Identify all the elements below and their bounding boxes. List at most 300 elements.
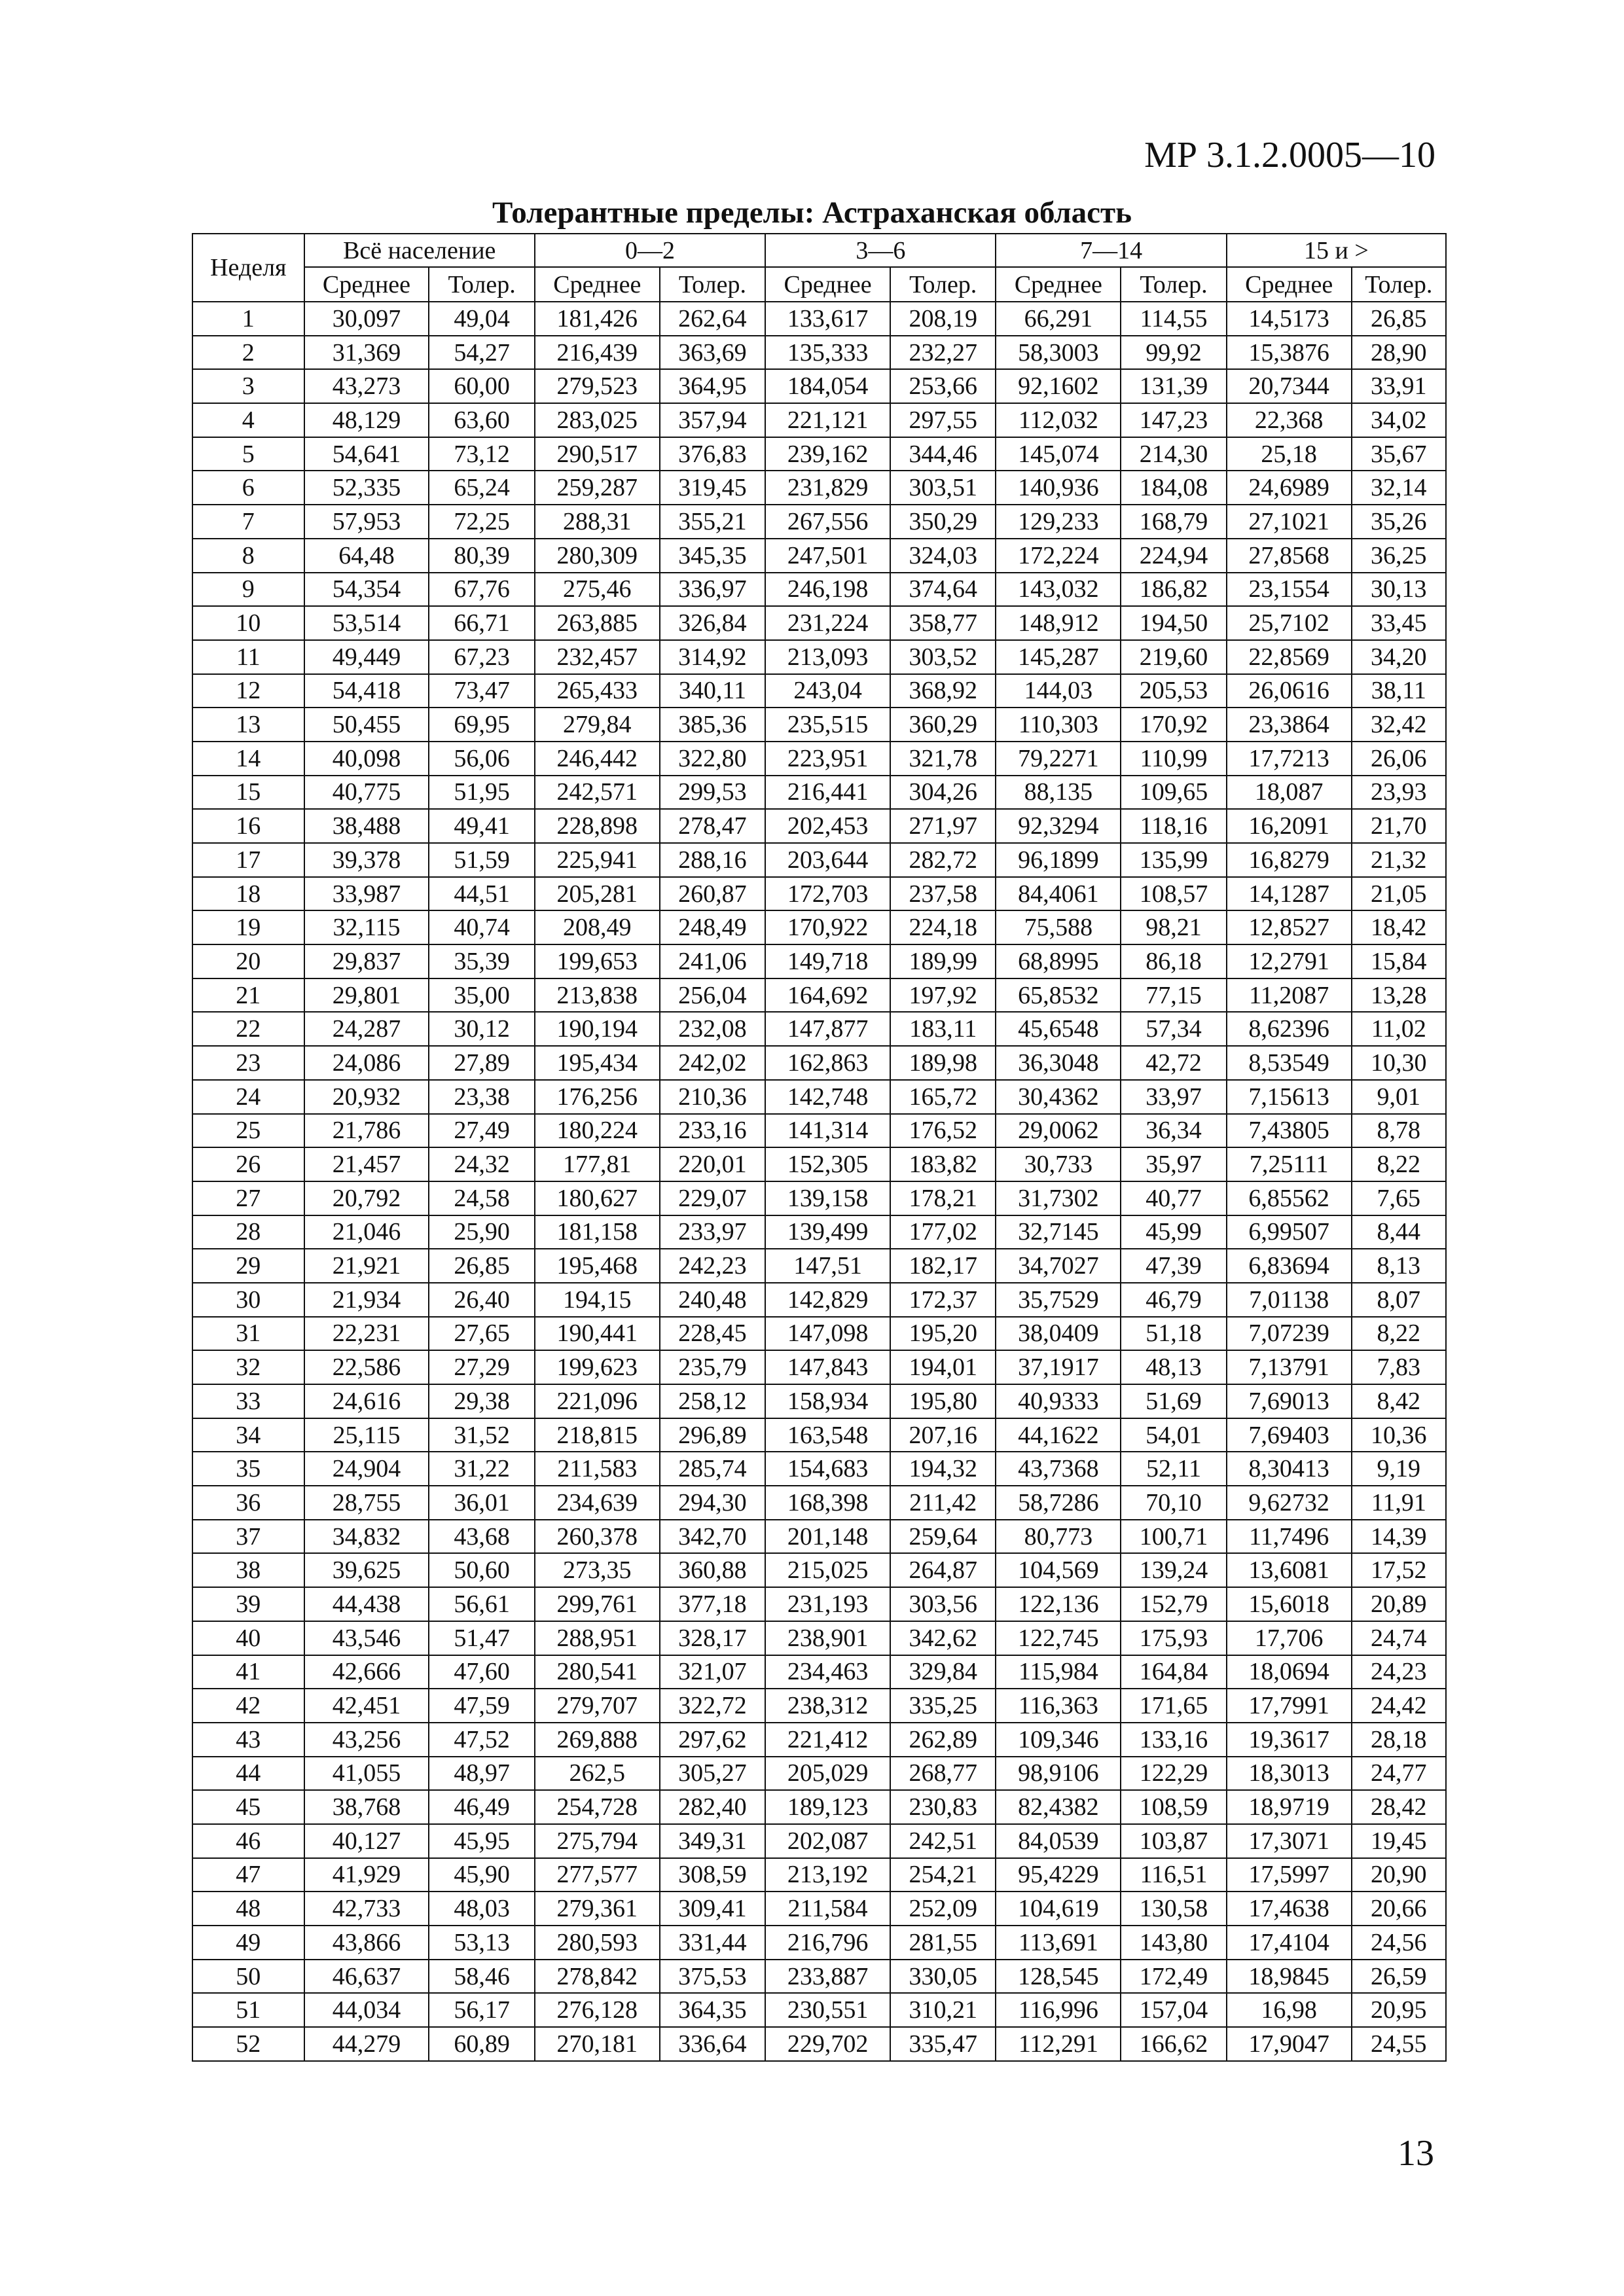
value-cell: 329,84 xyxy=(890,1655,996,1689)
value-cell: 22,231 xyxy=(304,1317,429,1351)
value-cell: 239,162 xyxy=(765,437,890,471)
value-cell: 130,58 xyxy=(1121,1892,1227,1926)
value-cell: 213,192 xyxy=(765,1858,890,1892)
value-cell: 194,01 xyxy=(890,1350,996,1384)
week-cell: 23 xyxy=(192,1046,304,1080)
value-cell: 195,20 xyxy=(890,1317,996,1351)
value-cell: 201,148 xyxy=(765,1520,890,1554)
value-cell: 25,7102 xyxy=(1227,606,1352,640)
value-cell: 17,9047 xyxy=(1227,2027,1352,2061)
table-row xyxy=(192,1960,1446,1994)
value-cell: 368,92 xyxy=(890,674,996,708)
value-cell: 324,03 xyxy=(890,539,996,573)
value-cell: 294,30 xyxy=(660,1486,766,1520)
value-cell: 281,55 xyxy=(890,1926,996,1960)
value-cell: 104,619 xyxy=(996,1892,1121,1926)
value-cell: 147,098 xyxy=(765,1317,890,1351)
week-cell: 19 xyxy=(192,910,304,944)
value-cell: 234,639 xyxy=(535,1486,660,1520)
table-row xyxy=(192,1080,1446,1114)
value-cell: 216,441 xyxy=(765,776,890,810)
value-cell: 260,378 xyxy=(535,1520,660,1554)
value-cell: 345,35 xyxy=(660,539,766,573)
value-cell: 7,01138 xyxy=(1227,1283,1352,1317)
value-cell: 113,691 xyxy=(996,1926,1121,1960)
value-cell: 95,4229 xyxy=(996,1858,1121,1892)
value-cell: 64,48 xyxy=(304,539,429,573)
value-cell: 342,62 xyxy=(890,1621,996,1655)
value-cell: 385,36 xyxy=(660,708,766,742)
value-cell: 7,69403 xyxy=(1227,1418,1352,1452)
table-row xyxy=(192,573,1446,607)
subheader-row xyxy=(192,267,1446,302)
value-cell: 58,46 xyxy=(429,1960,535,1994)
week-cell: 42 xyxy=(192,1689,304,1723)
value-cell: 57,953 xyxy=(304,505,429,539)
value-cell: 282,40 xyxy=(660,1790,766,1824)
value-cell: 7,43805 xyxy=(1227,1114,1352,1148)
value-cell: 42,72 xyxy=(1121,1046,1227,1080)
table-row xyxy=(192,1757,1446,1791)
week-cell: 36 xyxy=(192,1486,304,1520)
value-cell: 26,85 xyxy=(429,1249,535,1283)
week-cell: 52 xyxy=(192,2027,304,2061)
value-cell: 43,7368 xyxy=(996,1452,1121,1486)
value-cell: 157,04 xyxy=(1121,1993,1227,2027)
value-cell: 267,556 xyxy=(765,505,890,539)
table-row xyxy=(192,944,1446,978)
value-cell: 237,58 xyxy=(890,877,996,911)
value-cell: 163,548 xyxy=(765,1418,890,1452)
value-cell: 17,706 xyxy=(1227,1621,1352,1655)
value-cell: 30,733 xyxy=(996,1147,1121,1181)
week-cell: 12 xyxy=(192,674,304,708)
week-cell: 10 xyxy=(192,606,304,640)
value-cell: 35,97 xyxy=(1121,1147,1227,1181)
value-cell: 256,04 xyxy=(660,978,766,1013)
value-cell: 32,115 xyxy=(304,910,429,944)
value-cell: 53,13 xyxy=(429,1926,535,1960)
value-cell: 263,885 xyxy=(535,606,660,640)
value-cell: 69,95 xyxy=(429,708,535,742)
value-cell: 45,99 xyxy=(1121,1215,1227,1249)
value-cell: 205,029 xyxy=(765,1757,890,1791)
value-cell: 24,58 xyxy=(429,1181,535,1215)
value-cell: 172,49 xyxy=(1121,1960,1227,1994)
value-cell: 207,16 xyxy=(890,1418,996,1452)
value-cell: 290,517 xyxy=(535,437,660,471)
value-cell: 234,463 xyxy=(765,1655,890,1689)
value-cell: 19,3617 xyxy=(1227,1723,1352,1757)
subheader: Толер. xyxy=(429,267,535,302)
value-cell: 122,29 xyxy=(1121,1757,1227,1791)
value-cell: 143,80 xyxy=(1121,1926,1227,1960)
value-cell: 235,79 xyxy=(660,1350,766,1384)
value-cell: 27,8568 xyxy=(1227,539,1352,573)
week-cell: 38 xyxy=(192,1553,304,1587)
group-header: 15 и > xyxy=(1227,234,1446,267)
table-row xyxy=(192,1553,1446,1587)
value-cell: 108,59 xyxy=(1121,1790,1227,1824)
value-cell: 65,24 xyxy=(429,471,535,505)
value-cell: 258,12 xyxy=(660,1384,766,1418)
value-cell: 116,996 xyxy=(996,1993,1121,2027)
value-cell: 142,829 xyxy=(765,1283,890,1317)
week-cell: 51 xyxy=(192,1993,304,2027)
value-cell: 180,627 xyxy=(535,1181,660,1215)
group-header: 7—14 xyxy=(996,234,1226,267)
value-cell: 133,617 xyxy=(765,302,890,336)
value-cell: 168,79 xyxy=(1121,505,1227,539)
value-cell: 211,583 xyxy=(535,1452,660,1486)
value-cell: 43,273 xyxy=(304,369,429,403)
value-cell: 43,866 xyxy=(304,1926,429,1960)
value-cell: 47,52 xyxy=(429,1723,535,1757)
value-cell: 360,29 xyxy=(890,708,996,742)
value-cell: 37,1917 xyxy=(996,1350,1121,1384)
value-cell: 199,653 xyxy=(535,944,660,978)
value-cell: 77,15 xyxy=(1121,978,1227,1013)
week-cell: 35 xyxy=(192,1452,304,1486)
table-row xyxy=(192,776,1446,810)
value-cell: 170,922 xyxy=(765,910,890,944)
value-cell: 43,256 xyxy=(304,1723,429,1757)
value-cell: 16,8279 xyxy=(1227,843,1352,877)
value-cell: 33,45 xyxy=(1352,606,1446,640)
value-cell: 53,514 xyxy=(304,606,429,640)
value-cell: 195,434 xyxy=(535,1046,660,1080)
table-row xyxy=(192,1824,1446,1858)
value-cell: 27,1021 xyxy=(1227,505,1352,539)
value-cell: 148,912 xyxy=(996,606,1121,640)
table-row xyxy=(192,877,1446,911)
week-cell: 32 xyxy=(192,1350,304,1384)
value-cell: 40,775 xyxy=(304,776,429,810)
value-cell: 12,2791 xyxy=(1227,944,1352,978)
table-row xyxy=(192,606,1446,640)
subheader: Среднее xyxy=(304,267,429,302)
value-cell: 27,49 xyxy=(429,1114,535,1148)
value-cell: 30,4362 xyxy=(996,1080,1121,1114)
value-cell: 279,361 xyxy=(535,1892,660,1926)
value-cell: 303,56 xyxy=(890,1587,996,1621)
value-cell: 40,77 xyxy=(1121,1181,1227,1215)
value-cell: 376,83 xyxy=(660,437,766,471)
value-cell: 60,89 xyxy=(429,2027,535,2061)
week-cell: 21 xyxy=(192,978,304,1013)
week-cell: 14 xyxy=(192,742,304,776)
week-cell: 4 xyxy=(192,403,304,437)
value-cell: 190,194 xyxy=(535,1012,660,1046)
value-cell: 84,4061 xyxy=(996,877,1121,911)
value-cell: 46,79 xyxy=(1121,1283,1227,1317)
value-cell: 115,984 xyxy=(996,1655,1121,1689)
value-cell: 184,054 xyxy=(765,369,890,403)
value-cell: 14,1287 xyxy=(1227,877,1352,911)
value-cell: 109,65 xyxy=(1121,776,1227,810)
value-cell: 278,47 xyxy=(660,809,766,843)
value-cell: 175,93 xyxy=(1121,1621,1227,1655)
week-cell: 30 xyxy=(192,1283,304,1317)
value-cell: 44,279 xyxy=(304,2027,429,2061)
value-cell: 41,055 xyxy=(304,1757,429,1791)
week-cell: 22 xyxy=(192,1012,304,1046)
table-row xyxy=(192,1350,1446,1384)
value-cell: 275,46 xyxy=(535,573,660,607)
week-cell: 1 xyxy=(192,302,304,336)
value-cell: 38,11 xyxy=(1352,674,1446,708)
value-cell: 303,52 xyxy=(890,640,996,674)
value-cell: 26,0616 xyxy=(1227,674,1352,708)
value-cell: 54,641 xyxy=(304,437,429,471)
value-cell: 21,70 xyxy=(1352,809,1446,843)
value-cell: 183,11 xyxy=(890,1012,996,1046)
table-row xyxy=(192,1587,1446,1621)
value-cell: 184,08 xyxy=(1121,471,1227,505)
value-cell: 279,523 xyxy=(535,369,660,403)
value-cell: 49,449 xyxy=(304,640,429,674)
value-cell: 214,30 xyxy=(1121,437,1227,471)
value-cell: 48,03 xyxy=(429,1892,535,1926)
value-cell: 355,21 xyxy=(660,505,766,539)
value-cell: 143,032 xyxy=(996,573,1121,607)
table-row xyxy=(192,403,1446,437)
table-row xyxy=(192,978,1446,1013)
value-cell: 7,07239 xyxy=(1227,1317,1352,1351)
table-row xyxy=(192,809,1446,843)
value-cell: 280,593 xyxy=(535,1926,660,1960)
value-cell: 231,193 xyxy=(765,1587,890,1621)
value-cell: 23,3864 xyxy=(1227,708,1352,742)
value-cell: 36,01 xyxy=(429,1486,535,1520)
value-cell: 42,733 xyxy=(304,1892,429,1926)
value-cell: 24,616 xyxy=(304,1384,429,1418)
table-row xyxy=(192,708,1446,742)
value-cell: 80,773 xyxy=(996,1520,1121,1554)
value-cell: 40,098 xyxy=(304,742,429,776)
value-cell: 48,13 xyxy=(1121,1350,1227,1384)
value-cell: 139,499 xyxy=(765,1215,890,1249)
value-cell: 56,61 xyxy=(429,1587,535,1621)
value-cell: 35,67 xyxy=(1352,437,1446,471)
value-cell: 228,45 xyxy=(660,1317,766,1351)
value-cell: 110,303 xyxy=(996,708,1121,742)
table-row xyxy=(192,1249,1446,1283)
week-cell: 39 xyxy=(192,1587,304,1621)
value-cell: 221,096 xyxy=(535,1384,660,1418)
value-cell: 110,99 xyxy=(1121,742,1227,776)
subheader: Толер. xyxy=(890,267,996,302)
value-cell: 40,74 xyxy=(429,910,535,944)
value-cell: 118,16 xyxy=(1121,809,1227,843)
value-cell: 288,31 xyxy=(535,505,660,539)
value-cell: 104,569 xyxy=(996,1553,1121,1587)
value-cell: 66,291 xyxy=(996,302,1121,336)
value-cell: 20,95 xyxy=(1352,1993,1446,2027)
value-cell: 170,92 xyxy=(1121,708,1227,742)
value-cell: 135,99 xyxy=(1121,843,1227,877)
table-row xyxy=(192,302,1446,336)
week-cell: 33 xyxy=(192,1384,304,1418)
value-cell: 18,087 xyxy=(1227,776,1352,810)
value-cell: 21,32 xyxy=(1352,843,1446,877)
value-cell: 321,07 xyxy=(660,1655,766,1689)
value-cell: 335,47 xyxy=(890,2027,996,2061)
table-row xyxy=(192,1486,1446,1520)
value-cell: 56,17 xyxy=(429,1993,535,2027)
value-cell: 183,82 xyxy=(890,1147,996,1181)
table-row xyxy=(192,1621,1446,1655)
value-cell: 322,80 xyxy=(660,742,766,776)
value-cell: 177,02 xyxy=(890,1215,996,1249)
table-row xyxy=(192,674,1446,708)
value-cell: 27,29 xyxy=(429,1350,535,1384)
value-cell: 131,39 xyxy=(1121,369,1227,403)
value-cell: 142,748 xyxy=(765,1080,890,1114)
group-header: Всё население xyxy=(304,234,535,267)
week-cell: 16 xyxy=(192,809,304,843)
value-cell: 7,65 xyxy=(1352,1181,1446,1215)
value-cell: 43,546 xyxy=(304,1621,429,1655)
value-cell: 330,05 xyxy=(890,1960,996,1994)
value-cell: 273,35 xyxy=(535,1553,660,1587)
value-cell: 52,11 xyxy=(1121,1452,1227,1486)
value-cell: 147,877 xyxy=(765,1012,890,1046)
value-cell: 328,17 xyxy=(660,1621,766,1655)
value-cell: 358,77 xyxy=(890,606,996,640)
value-cell: 29,38 xyxy=(429,1384,535,1418)
value-cell: 14,39 xyxy=(1352,1520,1446,1554)
value-cell: 108,57 xyxy=(1121,877,1227,911)
value-cell: 50,455 xyxy=(304,708,429,742)
value-cell: 34,832 xyxy=(304,1520,429,1554)
value-cell: 374,64 xyxy=(890,573,996,607)
value-cell: 9,62732 xyxy=(1227,1486,1352,1520)
value-cell: 216,439 xyxy=(535,336,660,370)
value-cell: 17,4104 xyxy=(1227,1926,1352,1960)
value-cell: 33,97 xyxy=(1121,1080,1227,1114)
value-cell: 259,64 xyxy=(890,1520,996,1554)
value-cell: 7,25111 xyxy=(1227,1147,1352,1181)
subheader: Толер. xyxy=(1352,267,1446,302)
value-cell: 86,18 xyxy=(1121,944,1227,978)
week-cell: 40 xyxy=(192,1621,304,1655)
value-cell: 308,59 xyxy=(660,1858,766,1892)
value-cell: 21,921 xyxy=(304,1249,429,1283)
value-cell: 38,488 xyxy=(304,809,429,843)
week-cell: 7 xyxy=(192,505,304,539)
value-cell: 24,42 xyxy=(1352,1689,1446,1723)
value-cell: 27,65 xyxy=(429,1317,535,1351)
value-cell: 24,32 xyxy=(429,1147,535,1181)
value-cell: 128,545 xyxy=(996,1960,1121,1994)
week-cell: 28 xyxy=(192,1215,304,1249)
value-cell: 280,541 xyxy=(535,1655,660,1689)
week-cell: 31 xyxy=(192,1317,304,1351)
group-header-row xyxy=(192,234,1446,267)
value-cell: 13,28 xyxy=(1352,978,1446,1013)
value-cell: 213,093 xyxy=(765,640,890,674)
table-row xyxy=(192,1452,1446,1486)
table-row xyxy=(192,1858,1446,1892)
value-cell: 145,287 xyxy=(996,640,1121,674)
value-cell: 326,84 xyxy=(660,606,766,640)
value-cell: 84,0539 xyxy=(996,1824,1121,1858)
value-cell: 58,3003 xyxy=(996,336,1121,370)
value-cell: 45,95 xyxy=(429,1824,535,1858)
value-cell: 100,71 xyxy=(1121,1520,1227,1554)
value-cell: 6,99507 xyxy=(1227,1215,1352,1249)
value-cell: 16,98 xyxy=(1227,1993,1352,2027)
value-cell: 63,60 xyxy=(429,403,535,437)
value-cell: 147,51 xyxy=(765,1249,890,1283)
week-cell: 49 xyxy=(192,1926,304,1960)
subheader: Среднее xyxy=(996,267,1121,302)
value-cell: 8,42 xyxy=(1352,1384,1446,1418)
value-cell: 164,84 xyxy=(1121,1655,1227,1689)
value-cell: 36,25 xyxy=(1352,539,1446,573)
week-cell: 45 xyxy=(192,1790,304,1824)
value-cell: 288,951 xyxy=(535,1621,660,1655)
value-cell: 14,5173 xyxy=(1227,302,1352,336)
value-cell: 17,7991 xyxy=(1227,1689,1352,1723)
value-cell: 24,55 xyxy=(1352,2027,1446,2061)
week-header: Неделя xyxy=(192,234,304,302)
value-cell: 189,123 xyxy=(765,1790,890,1824)
value-cell: 22,586 xyxy=(304,1350,429,1384)
value-cell: 18,0694 xyxy=(1227,1655,1352,1689)
table-row xyxy=(192,369,1446,403)
value-cell: 282,72 xyxy=(890,843,996,877)
page-number: 13 xyxy=(1398,2133,1434,2174)
value-cell: 342,70 xyxy=(660,1520,766,1554)
week-cell: 6 xyxy=(192,471,304,505)
value-cell: 336,97 xyxy=(660,573,766,607)
subheader: Среднее xyxy=(535,267,660,302)
value-cell: 42,451 xyxy=(304,1689,429,1723)
week-cell: 43 xyxy=(192,1723,304,1757)
value-cell: 269,888 xyxy=(535,1723,660,1757)
value-cell: 202,453 xyxy=(765,809,890,843)
value-cell: 114,55 xyxy=(1121,302,1227,336)
week-cell: 3 xyxy=(192,369,304,403)
value-cell: 103,87 xyxy=(1121,1824,1227,1858)
table-row xyxy=(192,1317,1446,1351)
value-cell: 20,66 xyxy=(1352,1892,1446,1926)
value-cell: 16,2091 xyxy=(1227,809,1352,843)
table-row xyxy=(192,539,1446,573)
value-cell: 47,59 xyxy=(429,1689,535,1723)
value-cell: 242,23 xyxy=(660,1249,766,1283)
value-cell: 231,829 xyxy=(765,471,890,505)
value-cell: 17,4638 xyxy=(1227,1892,1352,1926)
value-cell: 24,56 xyxy=(1352,1926,1446,1960)
value-cell: 218,815 xyxy=(535,1418,660,1452)
value-cell: 280,309 xyxy=(535,539,660,573)
value-cell: 262,64 xyxy=(660,302,766,336)
value-cell: 147,23 xyxy=(1121,403,1227,437)
week-cell: 20 xyxy=(192,944,304,978)
value-cell: 35,26 xyxy=(1352,505,1446,539)
week-cell: 11 xyxy=(192,640,304,674)
value-cell: 8,13 xyxy=(1352,1249,1446,1283)
table-row xyxy=(192,1012,1446,1046)
value-cell: 15,84 xyxy=(1352,944,1446,978)
value-cell: 38,768 xyxy=(304,1790,429,1824)
value-cell: 229,702 xyxy=(765,2027,890,2061)
group-header: 0—2 xyxy=(535,234,765,267)
value-cell: 20,792 xyxy=(304,1181,429,1215)
